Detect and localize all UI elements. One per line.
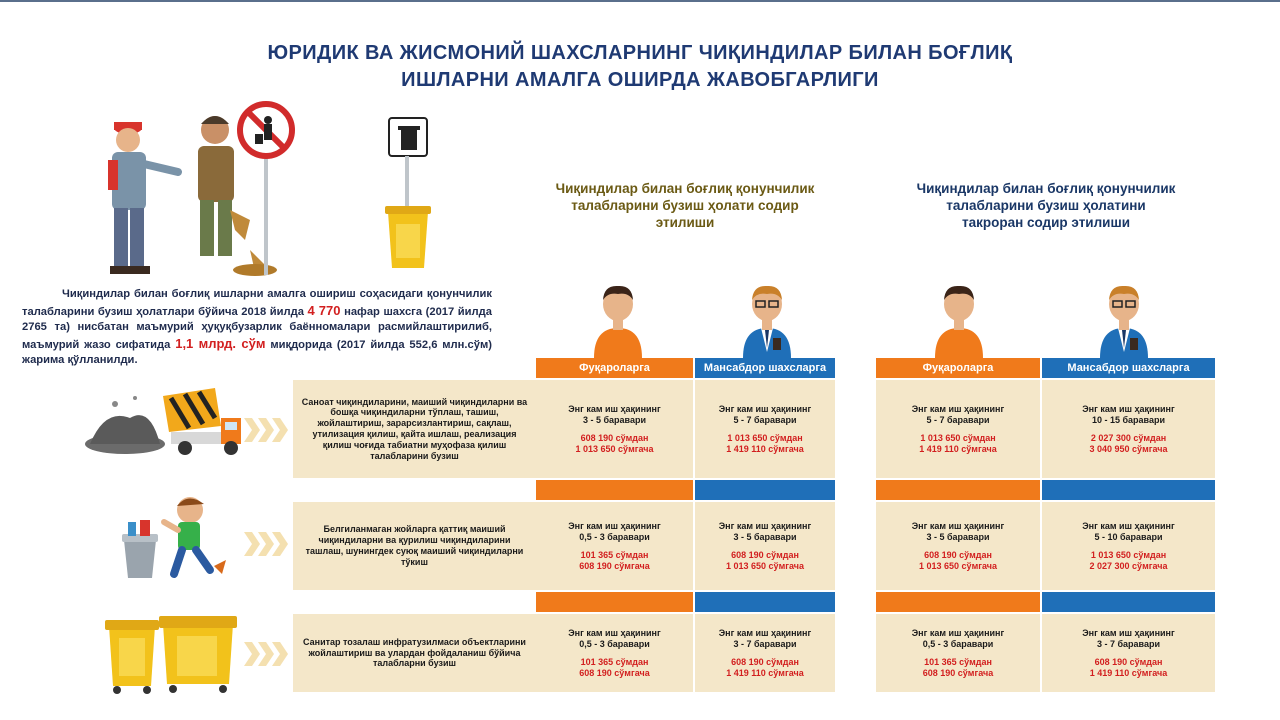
fine-basis: Энг кам иш ҳақининг — [568, 521, 661, 531]
column-heading-repeat-offense — [877, 180, 1215, 231]
row-separator-bar — [536, 480, 693, 500]
fine-to: 1 419 110 сўмгача — [726, 667, 804, 678]
second-heading-line3: такроран содир этилиши — [961, 215, 1131, 230]
fine-to: 1 013 650 сўмгача — [919, 560, 997, 571]
littering-scene-illustration — [100, 100, 440, 280]
fine-cell — [876, 502, 1040, 590]
intro-paragraph — [22, 287, 492, 369]
chevron-right-icon — [244, 642, 290, 666]
fine-basis: Энг кам иш ҳақининг — [568, 628, 661, 638]
child-littering-illustration — [118, 492, 238, 582]
fine-multiplier: 5 - 7 баравари — [926, 414, 990, 425]
top-rule — [0, 0, 1280, 2]
violation-description: Саноат чиқиндиларини, маиший чиқиндиларни ва бошқа чиқиндиларни тўплаш, ташиш, жойлаштириш, зарарсизлантириш, сақлаш, утилизация қилиш, қайта ишлаш, реализация қилиш чоғида табиатни муҳофаза қилиш талабларини бузиш — [293, 380, 536, 478]
fine-from: 2 027 300 сўмдан — [1090, 433, 1167, 443]
first-heading-line3: этилиши — [655, 215, 715, 230]
fine-to: 608 190 сўмгача — [922, 667, 994, 678]
fine-cell — [536, 502, 693, 590]
violation-description: Санитар тозалаш инфратузилмаси объектларини жойлаштириш ва улардан фойдаланиш бўйича талабларни бузиш — [293, 614, 536, 692]
fine-to: 1 013 650 сўмгача — [726, 560, 804, 571]
fine-basis: Энг кам иш ҳақининг — [1082, 628, 1175, 638]
fine-from: 608 190 сўмдан — [731, 550, 799, 560]
fine-basis: Энг кам иш ҳақининг — [911, 521, 1005, 531]
fine-to: 608 190 сўмгача — [579, 667, 650, 678]
page-title-line2: ИШЛАРНИ АМАЛГА ОШИРДА ЖАВОБГАРЛИГИ — [401, 69, 879, 91]
fine-from: 608 190 сўмдан — [731, 657, 799, 667]
chevron-right-icon — [244, 532, 290, 556]
fine-to: 1 419 110 сўмгача — [1089, 667, 1168, 678]
fine-multiplier: 5 - 7 баравари — [733, 414, 797, 425]
fine-basis: Энг кам иш ҳақининг — [718, 404, 812, 414]
trash-bin-sign — [385, 118, 431, 268]
fine-to: 3 040 950 сўмгача — [1089, 443, 1168, 454]
first-heading-line2: талабларини бузиш ҳолати содир — [571, 198, 799, 213]
fine-cell — [695, 614, 835, 692]
fine-cell — [1042, 614, 1215, 692]
page-title — [0, 40, 1280, 94]
intro-fine-amount: 1,1 млрд. сўм — [175, 335, 266, 351]
waste-containers-illustration — [105, 612, 240, 694]
fine-to: 1 013 650 сўмгача — [575, 443, 654, 454]
second-heading-line1: Чиқиндилар билан боғлиқ қонунчилик — [916, 181, 1176, 196]
second-heading-line2: талабларини бузиш ҳолатини — [946, 198, 1146, 213]
fine-basis: Энг кам иш ҳақининг — [718, 521, 812, 531]
page-title-line1: ЮРИДИК ВА ЖИСМОНИЙ ШАХСЛАРНИНГ ЧИҚИНДИЛАР БИЛАН БОҒЛИҚ — [267, 42, 1013, 64]
official-avatar-icon — [737, 282, 797, 358]
fine-multiplier: 3 - 7 баравари — [733, 638, 797, 649]
fine-multiplier: 3 - 5 баравари — [926, 531, 990, 542]
fine-basis: Энг кам иш ҳақининг — [718, 628, 812, 638]
fine-multiplier: 10 - 15 баравари — [1091, 414, 1166, 425]
fine-multiplier: 3 - 5 баравари — [582, 414, 647, 425]
no-littering-sign — [240, 104, 292, 275]
fine-basis: Энг кам иш ҳақининг — [1082, 404, 1175, 414]
fine-multiplier: 3 - 5 баравари — [733, 531, 797, 542]
fine-cell — [876, 614, 1040, 692]
garbage-truck-illustration — [85, 388, 245, 458]
fine-from: 1 013 650 сўмдан — [920, 433, 996, 443]
row-separator-bar — [536, 592, 693, 612]
fine-to: 608 190 сўмгача — [579, 560, 650, 571]
fine-cell — [1042, 380, 1215, 478]
citizen-avatar-icon-repeat — [929, 282, 989, 358]
fine-multiplier: 0,5 - 3 баравари — [579, 638, 650, 649]
fine-basis: Энг кам иш ҳақининг — [911, 628, 1005, 638]
header-citizens-repeat: Фуқароларга — [876, 358, 1040, 378]
fine-from: 608 190 сўмдан — [924, 550, 992, 560]
fine-to: 1 419 110 сўмгача — [919, 443, 997, 454]
intro-violations-count: 4 770 — [307, 302, 341, 318]
chevron-right-icon — [244, 418, 290, 442]
column-heading-first-offense — [535, 180, 835, 231]
fine-cell — [695, 380, 835, 478]
row-separator-bar — [1042, 480, 1215, 500]
row-separator-bar — [1042, 592, 1215, 612]
fine-cell — [536, 380, 693, 478]
fine-to: 1 419 110 сўмгача — [726, 443, 804, 454]
fine-multiplier: 5 - 10 баравари — [1094, 531, 1163, 542]
header-citizens-first: Фуқароларга — [536, 358, 693, 378]
fine-from: 1 013 650 сўмдан — [727, 433, 803, 443]
fine-multiplier: 0,5 - 3 баравари — [579, 531, 650, 542]
fine-from: 101 365 сўмдан — [924, 657, 992, 667]
fine-from: 1 013 650 сўмдан — [1090, 550, 1167, 560]
header-officials-repeat: Мансабдор шахсларга — [1042, 358, 1215, 378]
fine-cell — [876, 380, 1040, 478]
row-separator-bar — [876, 592, 1040, 612]
row-separator-bar — [695, 592, 835, 612]
fine-from: 101 365 сўмдан — [580, 657, 649, 667]
fine-basis: Энг кам иш ҳақининг — [568, 404, 661, 414]
fine-cell — [695, 502, 835, 590]
fine-multiplier: 0,5 - 3 баравари — [922, 638, 994, 649]
intro-part2: нафар шахсга (2017 йилда 2765 та) нисбатан маъмурий ҳуқуқбузарлик баённомалари расмийлаштирилиб, маъмурий жазо сифатида — [22, 305, 492, 351]
fine-multiplier: 3 - 7 баравари — [1096, 638, 1161, 649]
fine-from: 608 190 сўмдан — [1094, 657, 1163, 667]
intro-part1: Чиқиндилар билан боғлиқ ишларни амалга ошириш соҳасидаги қонунчилик талабларини бузиш ҳолатлари бўйича 2018 йилда — [22, 288, 492, 318]
fine-basis: Энг кам иш ҳақининг — [1082, 521, 1175, 531]
fine-cell — [536, 614, 693, 692]
fine-from: 608 190 сўмдан — [580, 433, 649, 443]
inspector-figure — [108, 122, 178, 274]
fine-to: 2 027 300 сўмгача — [1089, 560, 1168, 571]
header-officials-first: Мансабдор шахсларга — [695, 358, 835, 378]
fine-from: 101 365 сўмдан — [580, 550, 649, 560]
row-separator-bar — [876, 480, 1040, 500]
official-avatar-icon-repeat — [1094, 282, 1154, 358]
intro-part3: миқдорида (2017 йилда 552,6 млн.сўм) жарима қўлланилди. — [22, 338, 492, 366]
row-separator-bar — [695, 480, 835, 500]
citizen-avatar-icon — [588, 282, 648, 358]
first-heading-line1: Чиқиндилар билан боғлиқ қонунчилик — [555, 181, 815, 196]
violation-description: Белгиланмаган жойларга қаттиқ маиший чиқиндиларни ва қурилиш чиқиндиларини ташлаш, шунингдек суюқ маиший чиқиндиларни тўкиш — [293, 502, 536, 590]
fine-cell — [1042, 502, 1215, 590]
fine-basis: Энг кам иш ҳақининг — [911, 404, 1005, 414]
